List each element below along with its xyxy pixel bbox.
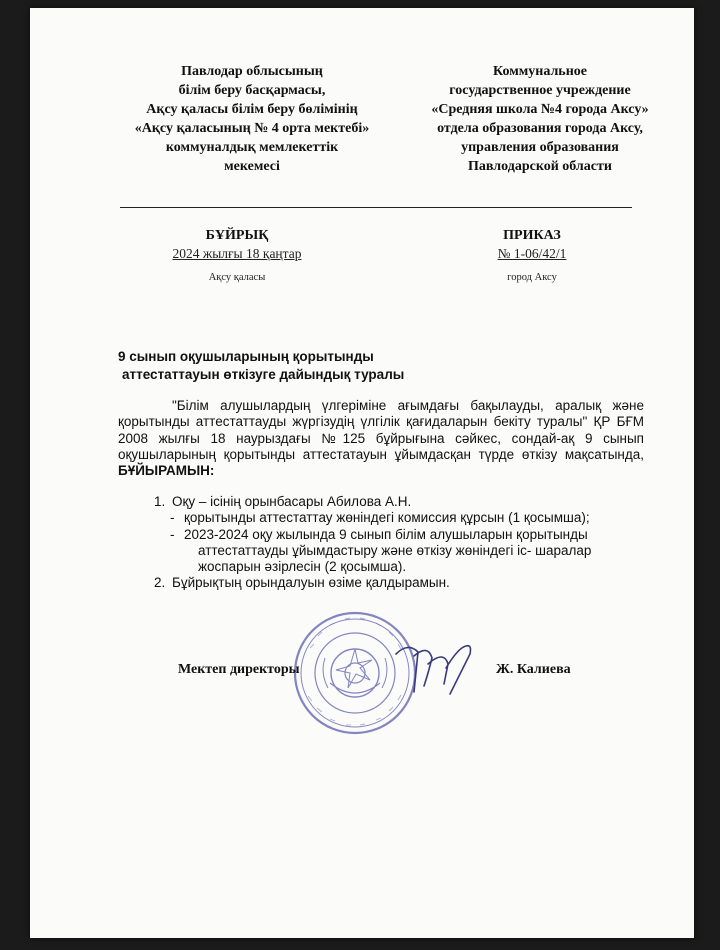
header-right-line: Павлодарской области [468, 159, 612, 174]
document-page [30, 8, 694, 938]
order-title-ru: ПРИКАЗ [503, 228, 561, 243]
header-right-line: управления образования [461, 140, 619, 155]
order-city-kz: Ақсу қаласы [208, 272, 266, 283]
list-item [118, 494, 644, 510]
list-item [118, 575, 644, 591]
header-left-line: «Ақсу қаласының № 4 орта мектебі» [134, 121, 370, 136]
header-left-line: білім беру басқармасы, [178, 83, 326, 98]
signature-icon [388, 634, 478, 704]
header-left-line: коммуналдық мемлекеттік [165, 140, 339, 155]
order-number: № 1-06/42/1 [497, 246, 567, 261]
header-divider [120, 207, 632, 208]
header-right-line: государственное учреждение [449, 83, 631, 98]
order-subject [118, 348, 438, 384]
order-date: 2024 жылғы 18 қаңтар [172, 246, 302, 261]
item-number: 2. [154, 575, 166, 591]
header-left-kazakh [102, 62, 402, 176]
header-right-line: «Средняя школа №4 города Аксу» [431, 102, 649, 117]
order-items [118, 494, 644, 592]
preamble-text: "Білім алушылардың үлгеріміне ағымдағы бақылауды, аралық және қорытынды аттестаттауды жүргізудің үлгілік қағидаларын бекіту туралы" ҚР БҒМ 2008 жылғы 18 наурыздағы №125 бұйрығына сәйкес, сондай-ақ 9 сынып оқушыларының қорытынды аттестатауын ұйымдасқан түрде өткізу мақсатында, [118, 398, 644, 462]
item-text: Бұйрықтың орындалуын өзіме қалдырамын. [172, 575, 450, 591]
list-subitem [118, 527, 644, 576]
subitem-text: 2023-2024 оқу жылында 9 сынып білім алушыларын қорытынды [184, 526, 588, 542]
subitem-text-cont: аттестаттауды ұйымдастыру және өткізу жөніндегі іс- шаралар [198, 542, 592, 558]
order-preamble [118, 398, 644, 479]
header-left-line: Павлодар облысының [181, 64, 323, 79]
order-title-kz: БҰЙРЫҚ [205, 228, 269, 243]
signatory-name: Ж. Калиева [496, 662, 571, 677]
subitem-text-cont: жоспарын әзірлесін (2 қосымша). [198, 559, 407, 575]
subitem-dash: - [170, 510, 175, 526]
header-left-line: Ақсу қаласы білім беру бөлімінің [146, 102, 358, 117]
header-left-line: мекемесі [224, 159, 280, 174]
order-block-kazakh [142, 227, 332, 283]
order-block-russian [462, 227, 602, 283]
subject-line: аттестаттауын өткізуге дайындық туралы [122, 367, 405, 382]
header-right-russian [382, 62, 698, 176]
header-right-line: отдела образования города Аксу, [437, 121, 643, 136]
header-right-line: Коммунальное [493, 64, 587, 79]
item-text: Оқу – ісінің орынбасары Абилова А.Н. [172, 494, 412, 509]
order-city-ru: город Аксу [507, 272, 557, 283]
subitem-text: қорытынды аттестаттау жөніндегі комиссия құрсын (1 қосымша); [184, 510, 590, 526]
list-subitem [118, 510, 644, 526]
subject-line: 9 сынып оқушыларының қорытынды [118, 349, 374, 364]
order-word: БҰЙЫРАМЫН: [118, 463, 215, 479]
signatory-title: Мектеп директоры [178, 662, 300, 677]
item-number: 1. [154, 494, 166, 509]
subitem-dash: - [170, 526, 175, 542]
